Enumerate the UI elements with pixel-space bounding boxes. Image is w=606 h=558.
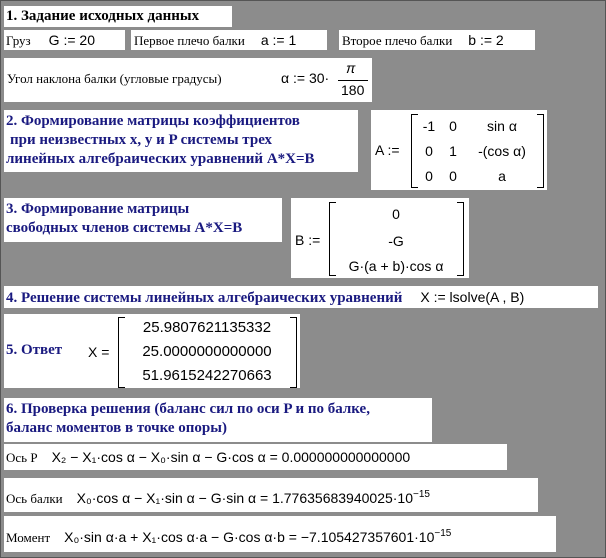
section-3-header[interactable] <box>4 198 282 242</box>
arm1-label: Первое плечо балки <box>134 33 245 48</box>
check-beam-axis-exponent: −15 <box>413 489 430 500</box>
matrix-a-cell: 0 <box>449 118 457 134</box>
angle-region[interactable] <box>4 58 372 102</box>
matrix-b-cell: -G <box>388 233 404 249</box>
angle-lhs[interactable]: α := 30· <box>281 70 330 86</box>
section-3-header-line-2: свободных членов системы A*X=B <box>6 220 243 236</box>
matrix-a-cell: 1 <box>449 143 457 159</box>
check-moment-region[interactable] <box>4 516 556 552</box>
check-axis-p-expr[interactable]: X₂ − X₁·cos α − X₀·sin α − G·cos α = 0.000000000000000 <box>51 449 411 465</box>
section-5-header: 5. Ответ <box>6 342 63 358</box>
angle-label: Угол наклона балки (угловые градусы) <box>7 71 222 86</box>
matrix-b-cell: G·(a + b)·cos α <box>348 258 444 274</box>
check-beam-axis-region[interactable] <box>4 478 538 512</box>
result-lhs: X = <box>88 344 110 360</box>
section-5-region[interactable] <box>4 314 300 388</box>
check-moment-label: Момент <box>6 530 51 546</box>
check-beam-axis-label: Ось балки <box>6 491 63 507</box>
result-cell: 25.0000000000000 <box>142 343 272 360</box>
angle-fraction-denominator: 180 <box>341 82 365 98</box>
matrix-a-right-bracket <box>537 114 544 188</box>
section-1-header[interactable]: 1. Задание исходных данных <box>4 6 232 27</box>
angle-fraction-numerator: π <box>346 60 356 76</box>
result-cell: 25.9807621135332 <box>142 319 272 336</box>
check-axis-p-region[interactable] <box>4 444 507 470</box>
cargo-expr[interactable]: G := 20 <box>48 32 95 48</box>
lsolve-expr[interactable]: X := lsolve(A , B) <box>420 289 525 305</box>
cargo-region[interactable] <box>4 30 125 50</box>
section-2-header[interactable] <box>4 110 358 172</box>
matrix-b-region[interactable] <box>291 198 469 278</box>
section-4-header: 4. Решение системы линейных алгебраических уравнений <box>6 290 403 306</box>
matrix-b-cell: 0 <box>392 206 400 222</box>
section-4-region[interactable] <box>4 286 598 308</box>
section-6-header-line-2: баланс моментов в точке опоры) <box>6 420 227 436</box>
check-moment-expr[interactable]: X₀·sin α·a + X₁·cos α·a − G·cos α·b = −7.105427357601·10 <box>64 529 435 546</box>
result-cell: 51.9615242270663 <box>142 367 272 384</box>
arm2-expr[interactable]: b := 2 <box>468 32 504 48</box>
matrix-a-cell: a <box>498 168 506 184</box>
check-moment-exponent: −15 <box>434 528 452 539</box>
matrix-b-name: B := <box>295 232 321 248</box>
result-left-bracket <box>118 317 125 388</box>
matrix-a-cell: 0 <box>425 168 433 184</box>
section-6-header-line-1: 6. Проверка решения (баланс сил по оси P и по балке, <box>6 401 370 417</box>
result-right-bracket <box>290 317 297 388</box>
check-axis-p-label: Ось P <box>6 450 38 465</box>
section-3-header-line-1: 3. Формирование матрицы <box>6 201 190 217</box>
section-2-header-line-3: линейных алгебраических уравнений A*X=B <box>6 151 315 167</box>
matrix-a-cell: 0 <box>449 168 457 184</box>
section-6-header[interactable] <box>4 398 432 442</box>
matrix-a-cell: -(cos α) <box>478 143 526 159</box>
matrix-a-cell: 0 <box>425 143 433 159</box>
matrix-a-cell: -1 <box>422 118 436 134</box>
check-beam-axis-expr[interactable]: X₀·cos α − X₁·sin α − G·sin α = 1.77635683940025·10 <box>76 490 414 507</box>
section-2-header-line-2: при неизвестных x, y и P системы трех <box>10 132 273 148</box>
matrix-a-region[interactable] <box>371 110 547 190</box>
arm2-region[interactable] <box>339 30 535 50</box>
arm1-expr[interactable]: a := 1 <box>260 32 297 48</box>
section-2-header-line-1: 2. Формирование матрицы коэффициентов <box>6 113 300 129</box>
fraction-bar <box>338 80 368 81</box>
arm1-region[interactable] <box>131 30 327 50</box>
matrix-b-right-bracket <box>457 202 464 276</box>
matrix-a-cell: sin α <box>487 118 517 134</box>
cargo-label: Груз <box>6 33 31 48</box>
matrix-a-name: A := <box>375 142 400 158</box>
arm2-label: Второе плечо балки <box>342 33 453 48</box>
